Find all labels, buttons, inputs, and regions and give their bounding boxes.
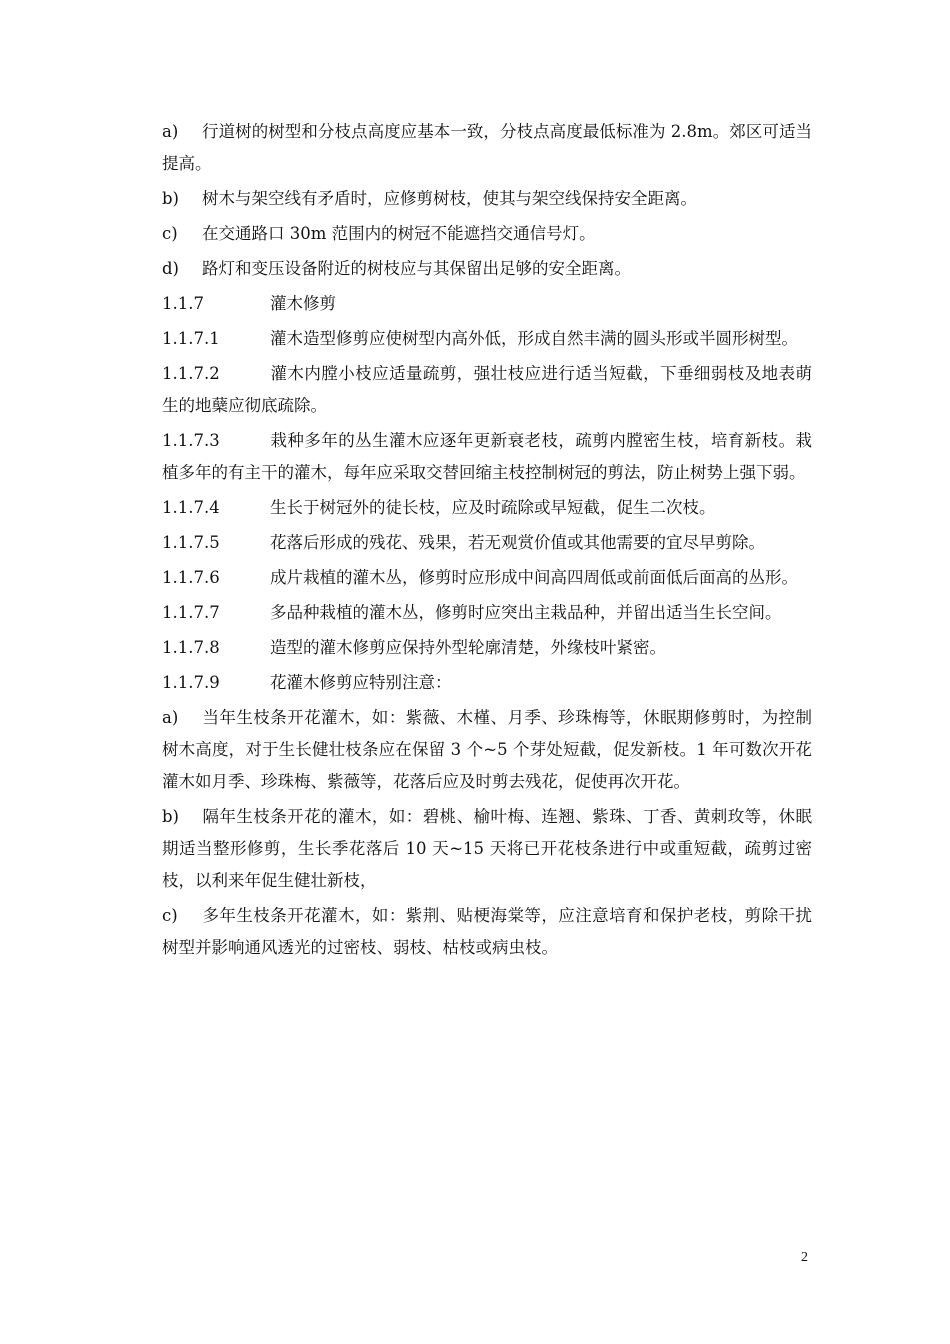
clause-text: 灌木造型修剪应使树型内高外低，形成自然丰满的圆头形或半圆形树型。 [270, 329, 798, 348]
clause-text: 生长于树冠外的徒长枝，应及时疏除或早短截，促生二次枝。 [270, 498, 716, 517]
item-label: c) [162, 906, 178, 925]
document-body [162, 116, 812, 967]
item-text: 路灯和变压设备附近的树枝应与其保留出足够的安全距离。 [202, 259, 631, 278]
clause-1-1-7-3 [162, 425, 812, 489]
item-c-perennial-flowering [162, 900, 812, 964]
section-heading [162, 288, 812, 320]
clause-text: 造型的灌木修剪应保持外型轮廓清楚，外缘枝叶紧密。 [270, 638, 666, 657]
item-b-overhead-lines [162, 183, 812, 215]
item-text: 当年生枝条开花灌木，如：紫薇、木槿、月季、珍珠梅等，休眠期修剪时，为控制树木高度，对于生长健壮枝条应在保留 3 个~5 个芽处短截，促发新枝。1 年可数次开花灌木如月季、珍珠梅、紫薇等，花落后应及时剪去残花，促使再次开花。 [162, 708, 812, 791]
page-number: 2 [801, 1250, 808, 1265]
section-number: 1.1.7 [162, 294, 204, 313]
item-label: d) [162, 259, 179, 278]
clause-1-1-7-7 [162, 597, 812, 629]
clause-text: 灌木内膛小枝应适量疏剪，强壮枝应进行适当短截，下垂细弱枝及地表萌生的地蘖应彻底疏除。 [162, 364, 812, 415]
clause-number: 1.1.7.1 [162, 329, 220, 348]
clause-number: 1.1.7.2 [162, 364, 220, 383]
section-title: 灌木修剪 [270, 294, 336, 313]
clause-number: 1.1.7.3 [162, 431, 220, 450]
item-text: 多年生枝条开花灌木，如：紫荆、贴梗海棠等，应注意培育和保护老枝，剪除干扰树型并影响通风透光的过密枝、弱枝、枯枝或病虫枝。 [162, 906, 812, 957]
item-text: 在交通路口 30m 范围内的树冠不能遮挡交通信号灯。 [202, 224, 596, 243]
clause-number: 1.1.7.8 [162, 638, 220, 657]
item-c-traffic-lights [162, 218, 812, 250]
clause-text: 栽种多年的丛生灌木应逐年更新衰老枝，疏剪内膛密生枝，培育新枝。栽植多年的有主干的灌木，每年应采取交替回缩主枝控制树冠的剪法，防止树势上强下弱。 [162, 431, 812, 482]
clause-1-1-7-2 [162, 358, 812, 422]
item-label: a) [162, 122, 179, 141]
clause-1-1-7-1 [162, 323, 812, 355]
clause-text: 花落后形成的残花、残果，若无观赏价值或其他需要的宜尽早剪除。 [270, 533, 765, 552]
item-label: b) [162, 807, 179, 826]
item-text: 行道树的树型和分枝点高度应基本一致，分枝点高度最低标准为 2.8m。郊区可适当提高。 [162, 122, 812, 173]
item-b-biennial-flowering [162, 801, 812, 897]
clause-text: 多品种栽植的灌木丛，修剪时应突出主栽品种，并留出适当生长空间。 [270, 603, 782, 622]
item-label: b) [162, 189, 179, 208]
clause-1-1-7-4 [162, 492, 812, 524]
clause-1-1-7-8 [162, 632, 812, 664]
clause-1-1-7-6 [162, 562, 812, 594]
item-label: a) [162, 708, 179, 727]
clause-number: 1.1.7.4 [162, 498, 220, 517]
clause-number: 1.1.7.7 [162, 603, 220, 622]
item-text: 隔年生枝条开花的灌木，如：碧桃、榆叶梅、连翘、紫珠、丁香、黄刺玫等，休眠期适当整形修剪，生长季花落后 10 天~15 天将已开花枝条进行中或重短截，疏剪过密枝，以利来年促生健壮新枝， [162, 807, 812, 890]
item-d-street-lamps [162, 253, 812, 285]
item-text: 树木与架空线有矛盾时，应修剪树枝，使其与架空线保持安全距离。 [202, 189, 697, 208]
clause-text: 成片栽植的灌木丛，修剪时应形成中间高四周低或前面低后面高的丛形。 [270, 568, 798, 587]
clause-1-1-7-9 [162, 667, 812, 699]
clause-number: 1.1.7.6 [162, 568, 220, 587]
clause-text: 花灌木修剪应特别注意： [270, 673, 452, 692]
item-label: c) [162, 224, 178, 243]
clause-number: 1.1.7.9 [162, 673, 220, 692]
clause-number: 1.1.7.5 [162, 533, 220, 552]
item-a-street-tree [162, 116, 812, 180]
item-a-current-year-flowering [162, 702, 812, 798]
clause-1-1-7-5 [162, 527, 812, 559]
